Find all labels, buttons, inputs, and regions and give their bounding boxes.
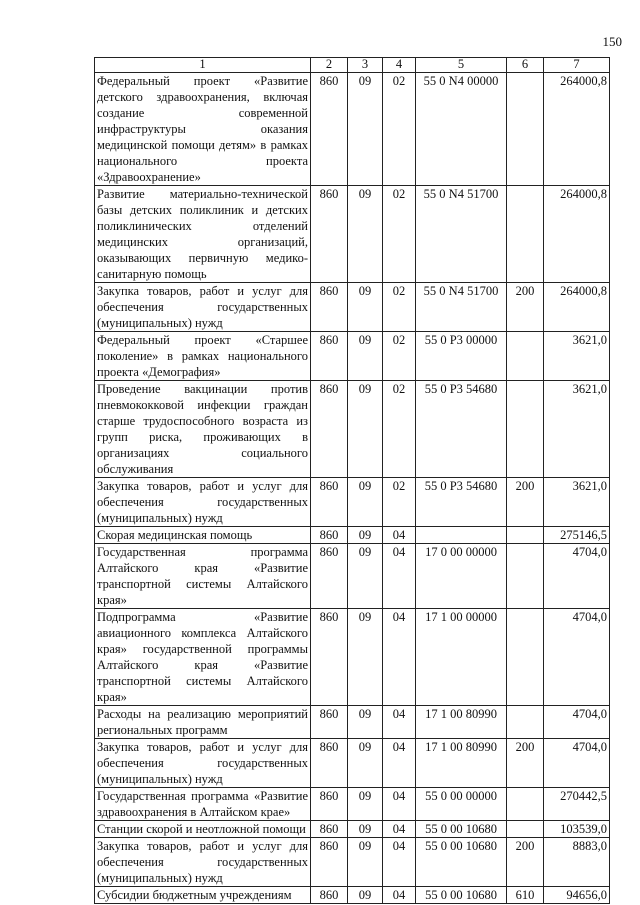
row-admin-code: 860 xyxy=(311,821,348,838)
table-row xyxy=(95,332,610,381)
table-row xyxy=(95,821,610,838)
table-row xyxy=(95,706,610,739)
row-description: Проведение вакцинации против пневмококковой инфекции граждан старше трудоспособного возраста из групп риска, проживающих в организациях социального обслуживания xyxy=(95,381,311,478)
row-subsection: 02 xyxy=(383,283,416,332)
header-col-6: 6 xyxy=(507,58,544,73)
row-target-article: 55 0 P3 54680 xyxy=(416,381,507,478)
row-description: Развитие материально-технической базы детских поликлиник и детских поликлинических отделений медицинских организаций, оказывающих первичную медико-санитарную помощь xyxy=(95,186,311,283)
row-admin-code: 860 xyxy=(311,887,348,904)
row-admin-code: 860 xyxy=(311,739,348,788)
row-section: 09 xyxy=(348,381,383,478)
row-target-article: 55 0 00 10680 xyxy=(416,887,507,904)
table-row xyxy=(95,838,610,887)
row-subsection: 02 xyxy=(383,186,416,283)
row-amount: 4704,0 xyxy=(544,544,610,609)
row-admin-code: 860 xyxy=(311,283,348,332)
row-expense-type xyxy=(507,706,544,739)
row-section: 09 xyxy=(348,788,383,821)
row-subsection: 02 xyxy=(383,381,416,478)
row-section: 09 xyxy=(348,283,383,332)
row-target-article: 17 1 00 80990 xyxy=(416,739,507,788)
row-expense-type xyxy=(507,609,544,706)
row-expense-type xyxy=(507,544,544,609)
row-section: 09 xyxy=(348,887,383,904)
row-amount: 275146,5 xyxy=(544,527,610,544)
row-subsection: 04 xyxy=(383,527,416,544)
row-target-article: 55 0 00 10680 xyxy=(416,821,507,838)
table-row xyxy=(95,283,610,332)
row-subsection: 04 xyxy=(383,887,416,904)
row-target-article: 17 0 00 00000 xyxy=(416,544,507,609)
row-section: 09 xyxy=(348,544,383,609)
table-row xyxy=(95,527,610,544)
row-description: Федеральный проект «Старшее поколение» в рамках национального проекта «Демография» xyxy=(95,332,311,381)
row-subsection: 04 xyxy=(383,544,416,609)
row-subsection: 04 xyxy=(383,838,416,887)
row-admin-code: 860 xyxy=(311,186,348,283)
row-description: Закупка товаров, работ и услуг для обеспечения государственных (муниципальных) нужд xyxy=(95,478,311,527)
row-amount: 270442,5 xyxy=(544,788,610,821)
row-expense-type: 610 xyxy=(507,887,544,904)
table-row xyxy=(95,478,610,527)
row-amount: 264000,8 xyxy=(544,186,610,283)
row-section: 09 xyxy=(348,706,383,739)
row-expense-type: 200 xyxy=(507,283,544,332)
table-row xyxy=(95,739,610,788)
row-description: Закупка товаров, работ и услуг для обеспечения государственных (муниципальных) нужд xyxy=(95,283,311,332)
row-expense-type xyxy=(507,332,544,381)
row-section: 09 xyxy=(348,73,383,186)
table-row xyxy=(95,73,610,186)
header-col-2: 2 xyxy=(311,58,348,73)
row-subsection: 04 xyxy=(383,706,416,739)
row-subsection: 02 xyxy=(383,73,416,186)
table-row xyxy=(95,381,610,478)
table-header xyxy=(95,58,610,73)
table-row xyxy=(95,887,610,904)
row-admin-code: 860 xyxy=(311,381,348,478)
row-target-article: 55 0 N4 51700 xyxy=(416,186,507,283)
row-admin-code: 860 xyxy=(311,788,348,821)
row-amount: 4704,0 xyxy=(544,739,610,788)
row-description: Скорая медицинская помощь xyxy=(95,527,311,544)
row-description: Государственная программа Алтайского края «Развитие транспортной системы Алтайского края» xyxy=(95,544,311,609)
table-row xyxy=(95,788,610,821)
budget-table xyxy=(94,57,610,904)
table-row xyxy=(95,544,610,609)
row-description: Закупка товаров, работ и услуг для обеспечения государственных (муниципальных) нужд xyxy=(95,739,311,788)
row-expense-type xyxy=(507,186,544,283)
row-amount: 264000,8 xyxy=(544,283,610,332)
row-admin-code: 860 xyxy=(311,527,348,544)
row-admin-code: 860 xyxy=(311,609,348,706)
row-admin-code: 860 xyxy=(311,838,348,887)
row-amount: 103539,0 xyxy=(544,821,610,838)
row-description: Государственная программа «Развитие здравоохранения в Алтайском крае» xyxy=(95,788,311,821)
table-body xyxy=(95,73,610,904)
row-target-article: 55 0 00 10680 xyxy=(416,838,507,887)
row-subsection: 04 xyxy=(383,739,416,788)
row-target-article: 55 0 N4 00000 xyxy=(416,73,507,186)
row-subsection: 04 xyxy=(383,821,416,838)
row-amount: 4704,0 xyxy=(544,706,610,739)
row-section: 09 xyxy=(348,838,383,887)
row-expense-type xyxy=(507,73,544,186)
row-subsection: 04 xyxy=(383,788,416,821)
row-description: Подпрограмма «Развитие авиационного комплекса Алтайского края» государственной программы Алтайского края «Развитие транспортной системы Алтайского края» xyxy=(95,609,311,706)
row-description: Закупка товаров, работ и услуг для обеспечения государственных (муниципальных) нужд xyxy=(95,838,311,887)
row-target-article: 55 0 P3 54680 xyxy=(416,478,507,527)
row-section: 09 xyxy=(348,609,383,706)
row-subsection: 04 xyxy=(383,609,416,706)
header-col-1: 1 xyxy=(95,58,311,73)
row-description: Станции скорой и неотложной помощи xyxy=(95,821,311,838)
row-description: Расходы на реализацию мероприятий региональных программ xyxy=(95,706,311,739)
table-row xyxy=(95,609,610,706)
row-section: 09 xyxy=(348,186,383,283)
row-expense-type xyxy=(507,788,544,821)
row-section: 09 xyxy=(348,478,383,527)
row-subsection: 02 xyxy=(383,478,416,527)
row-section: 09 xyxy=(348,332,383,381)
row-description: Федеральный проект «Развитие детского здравоохранения, включая создание современной инфраструктуры оказания медицинской помощи детям» в рамках национального проекта «Здравоохранение» xyxy=(95,73,311,186)
row-amount: 94656,0 xyxy=(544,887,610,904)
row-admin-code: 860 xyxy=(311,478,348,527)
row-target-article: 17 1 00 80990 xyxy=(416,706,507,739)
row-subsection: 02 xyxy=(383,332,416,381)
row-expense-type: 200 xyxy=(507,739,544,788)
row-section: 09 xyxy=(348,739,383,788)
header-col-5: 5 xyxy=(416,58,507,73)
header-row xyxy=(95,58,610,73)
row-description: Субсидии бюджетным учреждениям xyxy=(95,887,311,904)
row-section: 09 xyxy=(348,527,383,544)
row-amount: 3621,0 xyxy=(544,478,610,527)
row-admin-code: 860 xyxy=(311,332,348,381)
row-amount: 264000,8 xyxy=(544,73,610,186)
row-section: 09 xyxy=(348,821,383,838)
row-target-article: 55 0 00 00000 xyxy=(416,788,507,821)
header-col-7: 7 xyxy=(544,58,610,73)
table-row xyxy=(95,186,610,283)
row-amount: 8883,0 xyxy=(544,838,610,887)
row-admin-code: 860 xyxy=(311,73,348,186)
row-admin-code: 860 xyxy=(311,706,348,739)
row-target-article: 55 0 N4 51700 xyxy=(416,283,507,332)
row-expense-type xyxy=(507,527,544,544)
row-target-article xyxy=(416,527,507,544)
header-col-3: 3 xyxy=(348,58,383,73)
row-amount: 3621,0 xyxy=(544,332,610,381)
row-target-article: 17 1 00 00000 xyxy=(416,609,507,706)
header-col-4: 4 xyxy=(383,58,416,73)
row-target-article: 55 0 P3 00000 xyxy=(416,332,507,381)
page-number: 150 xyxy=(602,34,622,49)
row-expense-type xyxy=(507,821,544,838)
row-expense-type: 200 xyxy=(507,838,544,887)
row-amount: 3621,0 xyxy=(544,381,610,478)
row-expense-type: 200 xyxy=(507,478,544,527)
row-admin-code: 860 xyxy=(311,544,348,609)
row-amount: 4704,0 xyxy=(544,609,610,706)
row-expense-type xyxy=(507,381,544,478)
